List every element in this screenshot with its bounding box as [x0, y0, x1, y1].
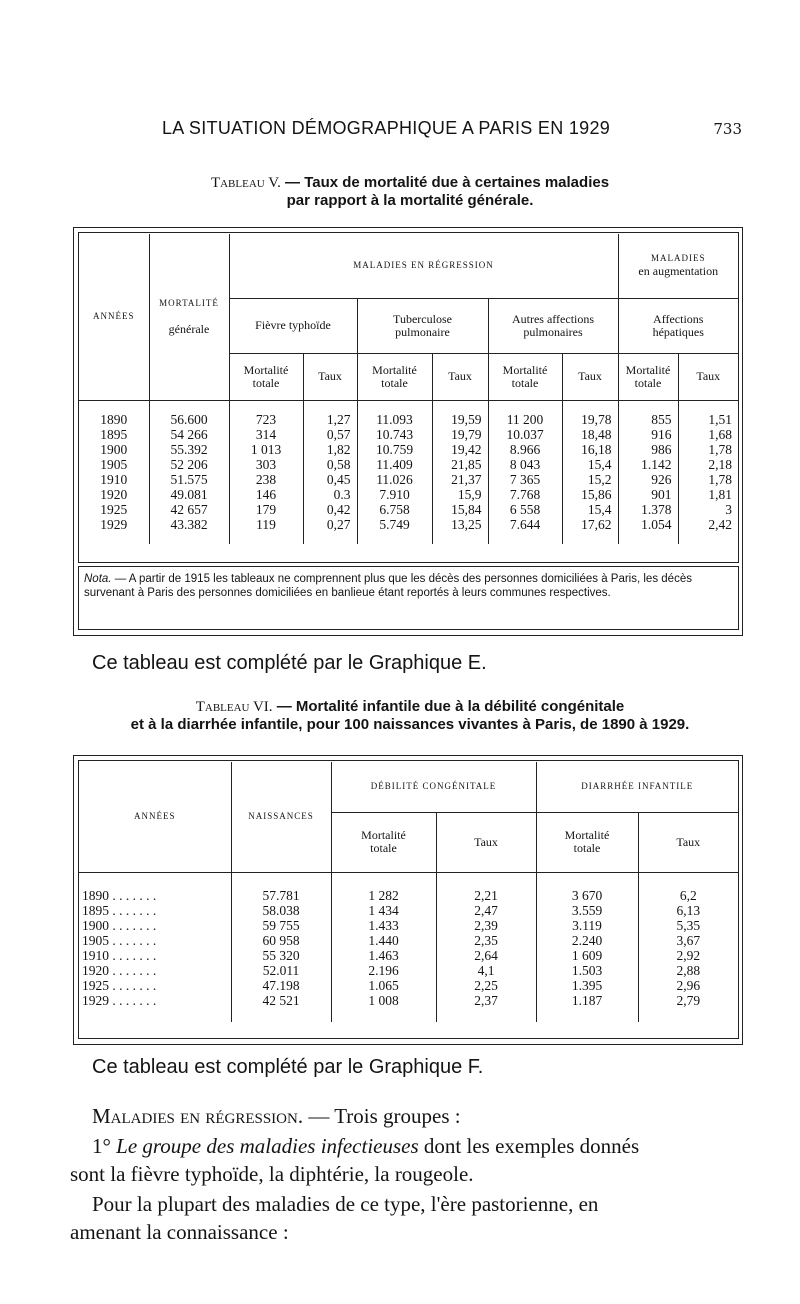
- table6-cell: 55 320: [231, 948, 331, 963]
- table5-cell: 11.409: [357, 457, 432, 472]
- table5-sub-taux: Taux: [303, 353, 357, 400]
- table5-cell: 43.382: [149, 517, 229, 532]
- table6-year: 1900: [82, 918, 109, 933]
- table5-cell: 16,18: [562, 442, 618, 457]
- table6-year: 1925: [82, 978, 109, 993]
- table6-cell: 2,25: [436, 978, 536, 993]
- table5-header-augmentation: MALADIES en augmentation: [618, 234, 738, 298]
- table5-cell: 146: [229, 487, 303, 502]
- table5-row: [79, 517, 738, 532]
- table5-cell: 52 206: [149, 457, 229, 472]
- table5-cell: 0,27: [303, 517, 357, 532]
- table6-row: [79, 933, 738, 948]
- table6-cell: 2,35: [436, 933, 536, 948]
- table5-header-annees: ANNÉES: [93, 311, 135, 322]
- table5-row: [79, 427, 738, 442]
- table5-sub-taux: Taux: [562, 353, 618, 400]
- table6-cell: 1.433: [331, 918, 436, 933]
- table6-cell: 2,37: [436, 993, 536, 1008]
- table6: [79, 762, 738, 1022]
- table6-header-annees: ANNÉES: [134, 811, 176, 822]
- table5-header-mortalite: MORTALITÉ générale: [149, 234, 229, 400]
- table5-title-line1: — Taux de mortalité due à certaines maladies: [285, 174, 610, 191]
- table5-cell: 7.644: [488, 517, 562, 532]
- table5-cell: 855: [618, 412, 678, 427]
- table5-cell: 7 365: [488, 472, 562, 487]
- section-item1-number: 1°: [92, 1134, 111, 1158]
- table5-header-tuberculose: Tuberculose pulmonaire: [357, 298, 488, 353]
- table5-cell: 1925: [100, 502, 128, 517]
- table5-header-autres: Autres affections pulmonaires: [488, 298, 618, 353]
- table5-cell: 17,62: [562, 517, 618, 532]
- section-item1: [92, 1133, 639, 1159]
- page-number: 733: [713, 120, 742, 138]
- table5-cell: 19,59: [432, 412, 488, 427]
- table5-cell: 0,58: [303, 457, 357, 472]
- table5-cell: 21,37: [432, 472, 488, 487]
- section-line4: amenant la connaissance :: [70, 1220, 289, 1244]
- table5-reference-text: Ce tableau est complété par le Graphique E.: [92, 652, 487, 674]
- table6-row: [79, 888, 738, 903]
- table5-cell: 18,48: [562, 427, 618, 442]
- table5-cell: 7.768: [488, 487, 562, 502]
- table6-title-line1: — Mortalité infantile due à la débilité congénitale: [276, 698, 625, 715]
- table5-row: [79, 442, 738, 457]
- table5-cell: 1,78: [678, 442, 738, 457]
- table6-cell: [79, 933, 231, 948]
- table5-cell: 19,78: [562, 412, 618, 427]
- table6-cell: 2,21: [436, 888, 536, 903]
- table6-cell: 4,1: [436, 963, 536, 978]
- table5-cell: 15,4: [562, 502, 618, 517]
- table6-cell: 52.011: [231, 963, 331, 978]
- table6-year: 1929: [82, 993, 109, 1008]
- table5-cell: 11.093: [357, 412, 432, 427]
- table5-cell: 916: [618, 427, 678, 442]
- table5-sub-taux: Taux: [432, 353, 488, 400]
- table5-cell: 303: [229, 457, 303, 472]
- table5-row: [79, 502, 738, 517]
- table5-title-line2: par rapport à la mortalité générale.: [286, 192, 534, 209]
- table6-cell: 47.198: [231, 978, 331, 993]
- section-line3: Pour la plupart des maladies de ce type, l'ère pastorienne, en: [92, 1192, 599, 1216]
- table5-header-hepatiques: Affections hépatiques: [618, 298, 738, 353]
- table5-cell: 1929: [100, 517, 128, 532]
- table5-cell: 3: [678, 502, 738, 517]
- table5-cell: 179: [229, 502, 303, 517]
- table6-cell: 1.503: [536, 963, 638, 978]
- table6-row: [79, 993, 738, 1008]
- table6-cell: 3,67: [638, 933, 738, 948]
- table6-row: [79, 978, 738, 993]
- table5-cell: 42 657: [149, 502, 229, 517]
- table5-cell: 1.142: [618, 457, 678, 472]
- table6-cell: [79, 888, 231, 903]
- section-item1-rest: dont les exemples donnés: [423, 1134, 640, 1158]
- table6-cell: 2,64: [436, 948, 536, 963]
- table6-row: [79, 948, 738, 963]
- table6-sub-mort: Mortalité totale: [536, 812, 638, 872]
- table6-cell: [79, 903, 231, 918]
- table6-row: [79, 918, 738, 933]
- table5-cell: 15,2: [562, 472, 618, 487]
- table5-cell: 19,79: [432, 427, 488, 442]
- section-heading-title: Maladies en régression.: [92, 1104, 304, 1128]
- table6-cell: 3.119: [536, 918, 638, 933]
- table6-leader-dots: . . . . . . .: [109, 903, 157, 918]
- table5-cell: 1.054: [618, 517, 678, 532]
- table5-row: [79, 457, 738, 472]
- table6-cell: 2,47: [436, 903, 536, 918]
- table6-row: [79, 903, 738, 918]
- table6-cell: 1.463: [331, 948, 436, 963]
- table6-header-diarrhee: DIARRHÉE INFANTILE: [536, 762, 738, 812]
- section-line2: sont la fièvre typhoïde, la diphtérie, la rougeole.: [70, 1162, 474, 1186]
- table5-cell: 19,42: [432, 442, 488, 457]
- table5-cell: 6 558: [488, 502, 562, 517]
- table6-cell: 3 670: [536, 888, 638, 903]
- table5-sub-taux: Taux: [678, 353, 738, 400]
- table5-cell: 10.037: [488, 427, 562, 442]
- table6-cell: 2,92: [638, 948, 738, 963]
- table6-row: [79, 963, 738, 978]
- table5-cell: 10.743: [357, 427, 432, 442]
- table5-cell: 0,57: [303, 427, 357, 442]
- table5-cell: 11.026: [357, 472, 432, 487]
- table5-cell: 13,25: [432, 517, 488, 532]
- section-heading: [92, 1103, 461, 1129]
- table5-cell: 1,78: [678, 472, 738, 487]
- table5-cell: 56.600: [149, 412, 229, 427]
- table6-cell: 2.240: [536, 933, 638, 948]
- table5-cell: 55.392: [149, 442, 229, 457]
- table5-cell: 15,84: [432, 502, 488, 517]
- table6-cell: 58.038: [231, 903, 331, 918]
- table5-cell: 314: [229, 427, 303, 442]
- table5-cell: 1905: [100, 457, 128, 472]
- table5-note-text: — A partir de 1915 les tableaux ne comprennent plus que les décès des personnes domiciliées à Paris, les décès survenant à Paris des personnes domiciliées en banlieue étant reportés à leurs communes respectives.: [84, 573, 692, 599]
- table5-cell: 723: [229, 412, 303, 427]
- table6-cell: 1.440: [331, 933, 436, 948]
- table5-cell: 986: [618, 442, 678, 457]
- table5-cell: 1,27: [303, 412, 357, 427]
- table5-cell: 49.081: [149, 487, 229, 502]
- table6-cell: 6,2: [638, 888, 738, 903]
- table6-cell: 2,79: [638, 993, 738, 1008]
- table6-cell: 60 958: [231, 933, 331, 948]
- table5-cell: 7.910: [357, 487, 432, 502]
- table6-leader-dots: . . . . . . .: [109, 933, 157, 948]
- table5-cell: 51.575: [149, 472, 229, 487]
- table6-cell: [79, 918, 231, 933]
- table6-caption: [40, 698, 780, 734]
- table6-cell: 3.559: [536, 903, 638, 918]
- table6-year: 1905: [82, 933, 109, 948]
- table5-sub-mort: Mortalité totale: [618, 353, 678, 400]
- table6-cell: 1.395: [536, 978, 638, 993]
- table5-cell: 2,18: [678, 457, 738, 472]
- table5-cell: 11 200: [488, 412, 562, 427]
- table5-cell: 21,85: [432, 457, 488, 472]
- table5-cell: 15,4: [562, 457, 618, 472]
- table5-cell: 1,68: [678, 427, 738, 442]
- table5-cell: 0,45: [303, 472, 357, 487]
- table6-leader-dots: . . . . . . .: [109, 948, 157, 963]
- table6-leader-dots: . . . . . . .: [109, 888, 157, 903]
- table6-cell: 1 609: [536, 948, 638, 963]
- table5-sub-mort: Mortalité totale: [488, 353, 562, 400]
- table6-cell: 6,13: [638, 903, 738, 918]
- table5-cell: 5.749: [357, 517, 432, 532]
- table6-header-debilite: DÉBILITÉ CONGÉNITALE: [331, 762, 536, 812]
- table5-cell: 1,81: [678, 487, 738, 502]
- table6-leader-dots: . . . . . . .: [109, 993, 157, 1008]
- section-heading-rest: — Trois groupes :: [308, 1104, 461, 1128]
- table6-cell: 5,35: [638, 918, 738, 933]
- table6-leader-dots: . . . . . . .: [109, 963, 157, 978]
- table6-cell: [79, 978, 231, 993]
- table5-cell: 119: [229, 517, 303, 532]
- table5-cell: 0.3: [303, 487, 357, 502]
- table5-cell: 10.759: [357, 442, 432, 457]
- table5-cell: 15,9: [432, 487, 488, 502]
- table5-cell: 1,82: [303, 442, 357, 457]
- table5-cell: 1,51: [678, 412, 738, 427]
- table6-cell: 2.196: [331, 963, 436, 978]
- table5-cell: 238: [229, 472, 303, 487]
- table6-reference-text: Ce tableau est complété par le Graphique F.: [92, 1056, 484, 1078]
- table6-cell: 42 521: [231, 993, 331, 1008]
- table5-cell: 1.378: [618, 502, 678, 517]
- table6-cell: 1 282: [331, 888, 436, 903]
- table6-header-naissances: NAISSANCES: [231, 762, 331, 872]
- table6-cell: 1.065: [331, 978, 436, 993]
- table5-header-typhoide: Fièvre typhoïde: [229, 298, 357, 353]
- table5-cell: 1895: [100, 427, 128, 442]
- table5: [79, 234, 738, 544]
- table6-cell: 1 008: [331, 993, 436, 1008]
- table6-year: 1910: [82, 948, 109, 963]
- table6-cell: 59 755: [231, 918, 331, 933]
- table5-cell: 15,86: [562, 487, 618, 502]
- table6-year: 1890: [82, 888, 109, 903]
- table5-row: [79, 472, 738, 487]
- table6-sub-mort: Mortalité totale: [331, 812, 436, 872]
- table6-cell: 57.781: [231, 888, 331, 903]
- table5-cell: 8.966: [488, 442, 562, 457]
- table6-cell: [79, 948, 231, 963]
- table6-sub-taux: Taux: [638, 812, 738, 872]
- table5-header-regression: MALADIES EN RÉGRESSION: [229, 234, 618, 298]
- running-head: LA SITUATION DÉMOGRAPHIQUE A PARIS EN 1929: [162, 118, 611, 138]
- table6-label: Tableau VI.: [195, 699, 273, 715]
- table5-note-label: Nota.: [84, 573, 112, 585]
- table5-row: [79, 487, 738, 502]
- table5-row: [79, 412, 738, 427]
- table6-leader-dots: . . . . . . .: [109, 978, 157, 993]
- table6-cell: [79, 963, 231, 978]
- table6-year: 1895: [82, 903, 109, 918]
- table6-cell: [79, 993, 231, 1008]
- table6-leader-dots: . . . . . . .: [109, 918, 157, 933]
- table5-label: Tableau V.: [210, 175, 281, 191]
- table5-sub-mort: Mortalité totale: [229, 353, 303, 400]
- table5-cell: 901: [618, 487, 678, 502]
- table5-note: [84, 572, 734, 600]
- table5-cell: 1920: [100, 487, 128, 502]
- table5-cell: 54 266: [149, 427, 229, 442]
- table6-cell: 2,39: [436, 918, 536, 933]
- table5-cell: 0,42: [303, 502, 357, 517]
- table5-cell: 926: [618, 472, 678, 487]
- table6-cell: 1 434: [331, 903, 436, 918]
- table6-cell: 1.187: [536, 993, 638, 1008]
- table5-cell: 2,42: [678, 517, 738, 532]
- table6-year: 1920: [82, 963, 109, 978]
- table5-cell: 1890: [100, 412, 128, 427]
- table6-cell: 2,88: [638, 963, 738, 978]
- table5-sub-mort: Mortalité totale: [357, 353, 432, 400]
- table5-cell: 6.758: [357, 502, 432, 517]
- table6-sub-taux: Taux: [436, 812, 536, 872]
- table5-cell: 1910: [100, 472, 128, 487]
- table6-title-line2: et à la diarrhée infantile, pour 100 naissances vivantes à Paris, de 1890 à 1929.: [130, 716, 690, 733]
- table5-caption: [80, 174, 740, 210]
- table5-cell: 1900: [100, 442, 128, 457]
- table6-cell: 2,96: [638, 978, 738, 993]
- table5-cell: 8 043: [488, 457, 562, 472]
- table5-cell: 1 013: [229, 442, 303, 457]
- section-item1-italic: Le groupe des maladies infectieuses: [116, 1134, 419, 1158]
